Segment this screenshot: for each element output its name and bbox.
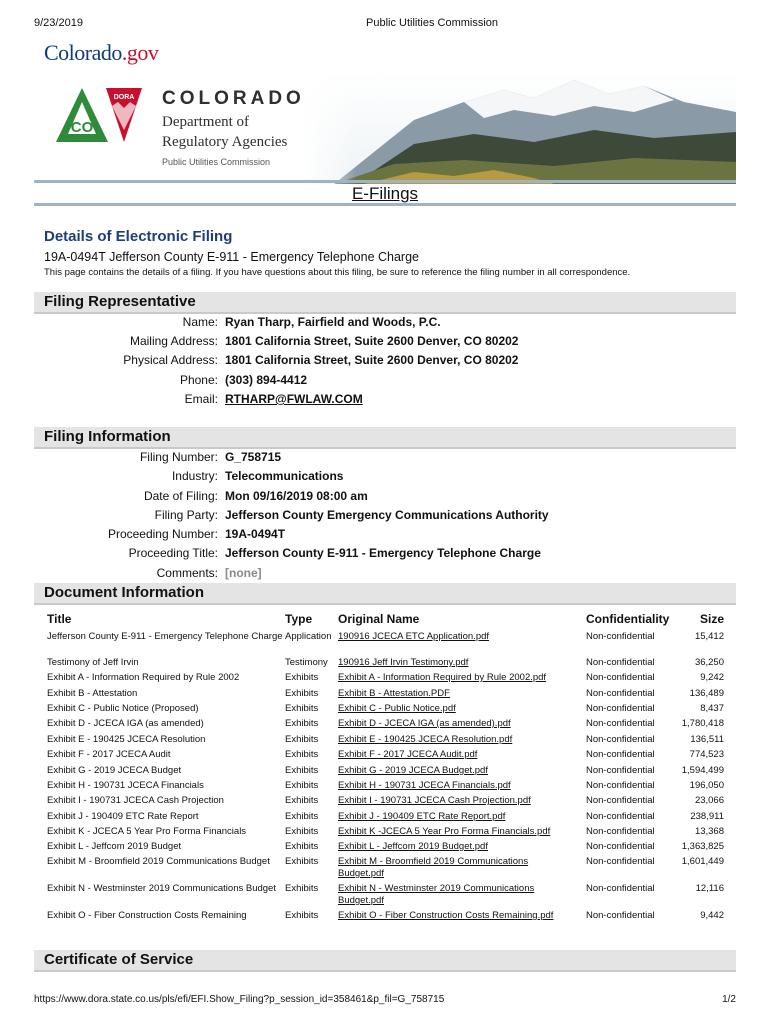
doc-original-link[interactable]: Exhibit A - Information Required by Rule 2002.pdf xyxy=(338,672,547,683)
doc-type-cell: Exhibits xyxy=(285,672,319,683)
filing-number-label: Filing Number: xyxy=(139,450,218,464)
filing-date-value: Mon 09/16/2019 08:00 am xyxy=(225,489,368,503)
doc-original-link[interactable]: Exhibit E - 190425 JCECA Resolution.pdf xyxy=(338,734,513,745)
table-row xyxy=(44,883,724,907)
agency-banner xyxy=(34,72,736,184)
doc-title-cell: Exhibit A - Information Required by Rule 2002 xyxy=(47,672,240,683)
doc-size-cell: 1,780,418 xyxy=(681,718,724,729)
table-row xyxy=(44,672,724,684)
print-header xyxy=(34,17,736,31)
certificate-section-bar xyxy=(34,950,736,972)
page-title[interactable]: E-Filings xyxy=(351,184,419,203)
doc-original-link-cell xyxy=(338,718,576,730)
doc-original-link[interactable]: Exhibit C - Public Notice.pdf xyxy=(338,703,456,714)
agency-dept-line2: Regulatory Agencies xyxy=(162,134,288,150)
doc-original-link-cell xyxy=(338,688,576,700)
rep-email-label: Email: xyxy=(184,392,218,406)
doc-size-cell: 9,242 xyxy=(700,672,724,683)
rep-phone-value: (303) 894-4412 xyxy=(225,373,308,387)
doc-confidentiality-cell: Non-confidential xyxy=(586,688,655,699)
doc-original-link-cell xyxy=(338,672,576,684)
case-line: 19A-0494T Jefferson County E-911 - Emergency Telephone Charge xyxy=(44,250,419,264)
doc-original-link[interactable]: Exhibit B - Attestation.PDF xyxy=(338,688,450,699)
rep-physical-row xyxy=(0,353,770,371)
doc-original-link-cell xyxy=(338,657,576,669)
rep-name-label: Name: xyxy=(182,315,218,329)
doc-type-cell: Testimony xyxy=(285,657,328,668)
rep-mailing-value: 1801 California Street, Suite 2600 Denver, CO 80202 xyxy=(225,334,519,348)
col-conf-header: Confidentiality xyxy=(586,612,670,626)
rep-mailing-row xyxy=(0,334,770,352)
agency-dept-line1: Department of xyxy=(162,114,250,130)
doc-size-cell: 136,511 xyxy=(690,734,724,745)
doc-title-cell: Jefferson County E-911 - Emergency Telephone Charge xyxy=(47,631,283,642)
doc-confidentiality-cell: Non-confidential xyxy=(586,826,655,837)
doc-size-cell: 23,066 xyxy=(694,795,724,806)
doc-confidentiality-cell: Non-confidential xyxy=(586,734,655,745)
documents-section-bar xyxy=(34,583,736,605)
print-date: 9/23/2019 xyxy=(34,17,83,29)
filing-party-label: Filing Party: xyxy=(154,508,218,522)
col-original-header: Original Name xyxy=(338,612,420,626)
print-footer xyxy=(34,994,736,1005)
doc-confidentiality-cell: Non-confidential xyxy=(586,841,655,852)
documents-heading: Document Information xyxy=(44,584,204,601)
industry-value: Telecommunications xyxy=(225,469,344,483)
doc-confidentiality-cell: Non-confidential xyxy=(586,883,655,894)
industry-label: Industry: xyxy=(171,469,218,483)
doc-title-cell: Exhibit M - Broomfield 2019 Communications Budget xyxy=(47,856,270,867)
doc-confidentiality-cell: Non-confidential xyxy=(586,765,655,776)
filing-heading: Filing Information xyxy=(44,428,171,445)
agency-division: Public Utilities Commission xyxy=(162,157,271,167)
doc-original-link[interactable]: Exhibit M - Broomfield 2019 Communications Budget.pdf xyxy=(338,856,529,879)
proceeding-number-label: Proceeding Number: xyxy=(107,527,218,541)
rep-physical-label: Physical Address: xyxy=(123,353,218,367)
agency-state: COLORADO xyxy=(162,88,305,109)
doc-title-cell: Exhibit C - Public Notice (Proposed) xyxy=(47,703,199,714)
doc-type-cell: Exhibits xyxy=(285,765,319,776)
doc-confidentiality-cell: Non-confidential xyxy=(586,795,655,806)
doc-confidentiality-cell: Non-confidential xyxy=(586,703,655,714)
filing-number-row xyxy=(0,450,770,468)
doc-original-link-cell xyxy=(338,856,576,880)
doc-original-link[interactable]: Exhibit K -JCECA 5 Year Pro Forma Financials.pdf xyxy=(338,826,551,837)
doc-title-cell: Exhibit B - Attestation xyxy=(47,688,138,699)
doc-original-link-cell xyxy=(338,841,576,853)
doc-type-cell: Exhibits xyxy=(285,718,319,729)
dora-co-logo xyxy=(54,86,144,148)
logo-dora-text: DORA xyxy=(113,94,135,101)
representative-section-bar xyxy=(34,292,736,314)
doc-original-link[interactable]: Exhibit D - JCECA IGA (as amended).pdf xyxy=(338,718,511,729)
doc-type-cell: Exhibits xyxy=(285,734,319,745)
doc-title-cell: Exhibit I - 190731 JCECA Cash Projection xyxy=(47,795,224,806)
doc-size-cell: 1,594,499 xyxy=(681,765,724,776)
doc-original-link-cell xyxy=(338,811,576,823)
filing-party-row xyxy=(0,508,770,526)
doc-title-cell: Exhibit E - 190425 JCECA Resolution xyxy=(47,734,206,745)
table-row xyxy=(44,657,724,669)
doc-confidentiality-cell: Non-confidential xyxy=(586,910,655,921)
colorado-gov-logo-suffix: .gov xyxy=(121,40,159,65)
doc-title-cell: Testimony of Jeff Irvin xyxy=(47,657,139,668)
rep-name-row xyxy=(0,315,770,333)
doc-type-cell: Application xyxy=(285,631,332,642)
agency-name-block xyxy=(162,88,305,167)
doc-size-cell: 774,523 xyxy=(689,749,724,760)
proceeding-number-value: 19A-0494T xyxy=(225,527,286,541)
proceeding-title-label: Proceeding Title: xyxy=(128,546,218,560)
doc-title-cell: Exhibit G - 2019 JCECA Budget xyxy=(47,765,182,776)
doc-original-link-cell xyxy=(338,631,576,643)
doc-size-cell: 9,442 xyxy=(700,910,724,921)
doc-original-link[interactable]: Exhibit F - 2017 JCECA Audit.pdf xyxy=(338,749,478,760)
details-heading: Details of Electronic Filing xyxy=(44,228,233,245)
table-row xyxy=(44,734,724,746)
filing-section-bar xyxy=(34,427,736,449)
rep-email-row xyxy=(0,392,770,410)
table-row xyxy=(44,811,724,823)
doc-original-link[interactable]: Exhibit G - 2019 JCECA Budget.pdf xyxy=(338,765,488,776)
table-row xyxy=(44,856,724,880)
doc-size-cell: 15,412 xyxy=(694,631,724,642)
logo-co-text: CO xyxy=(70,119,94,136)
doc-title-cell: Exhibit K - JCECA 5 Year Pro Forma Financials xyxy=(47,826,247,837)
doc-original-link[interactable]: Exhibit H - 190731 JCECA Financials.pdf xyxy=(338,780,511,791)
filing-date-label: Date of Filing: xyxy=(143,489,218,503)
doc-confidentiality-cell: Non-confidential xyxy=(586,780,655,791)
doc-title-cell: Exhibit L - Jeffcom 2019 Budget xyxy=(47,841,182,852)
doc-original-link-cell xyxy=(338,826,576,838)
doc-type-cell: Exhibits xyxy=(285,910,319,921)
footer-page-number: 1/2 xyxy=(722,994,736,1005)
print-title: Public Utilities Commission xyxy=(366,17,499,29)
doc-type-cell: Exhibits xyxy=(285,883,319,894)
table-row xyxy=(44,780,724,792)
doc-title-cell: Exhibit N - Westminster 2019 Communications Budget xyxy=(47,883,276,894)
col-title-header: Title xyxy=(47,612,72,626)
doc-size-cell: 196,050 xyxy=(689,780,724,791)
table-row xyxy=(44,765,724,777)
proceeding-title-value: Jefferson County E-911 - Emergency Telephone Charge xyxy=(225,546,541,560)
doc-original-link-cell xyxy=(338,780,576,792)
doc-size-cell: 1,363,825 xyxy=(681,841,724,852)
doc-title-cell: Exhibit O - Fiber Construction Costs Remaining xyxy=(47,910,247,921)
comments-value: [none] xyxy=(225,566,262,580)
doc-type-cell: Exhibits xyxy=(285,826,319,837)
doc-type-cell: Exhibits xyxy=(285,688,319,699)
doc-confidentiality-cell: Non-confidential xyxy=(586,718,655,729)
doc-size-cell: 1,601,449 xyxy=(681,856,724,867)
table-row xyxy=(44,910,724,922)
table-row xyxy=(44,749,724,761)
doc-original-link[interactable]: Exhibit N - Westminster 2019 Communications Budget.pdf xyxy=(338,883,535,906)
doc-size-cell: 36,250 xyxy=(694,657,724,668)
proceeding-number-row xyxy=(0,527,770,545)
filing-number-value: G_758715 xyxy=(225,450,282,464)
rep-email-link[interactable]: RTHARP@FWLAW.COM xyxy=(225,392,363,406)
rep-physical-value: 1801 California Street, Suite 2600 Denver, CO 80202 xyxy=(225,353,519,367)
representative-heading: Filing Representative xyxy=(44,293,196,310)
table-row xyxy=(44,826,724,838)
doc-type-cell: Exhibits xyxy=(285,703,319,714)
industry-row xyxy=(0,469,770,487)
table-row xyxy=(44,795,724,807)
table-row xyxy=(44,718,724,730)
doc-original-link-cell xyxy=(338,910,576,922)
colorado-gov-logo[interactable] xyxy=(44,40,158,66)
doc-title-cell: Exhibit H - 190731 JCECA Financials xyxy=(47,780,204,791)
doc-title-cell: Exhibit F - 2017 JCECA Audit xyxy=(47,749,171,760)
documents-table-header xyxy=(44,612,724,628)
intro-text: This page contains the details of a filing. If you have questions about this filing, be sure to reference the filing number in all correspondence. xyxy=(44,267,631,278)
rep-mailing-label: Mailing Address: xyxy=(129,334,218,348)
doc-size-cell: 8,437 xyxy=(700,703,724,714)
table-row xyxy=(44,703,724,715)
doc-type-cell: Exhibits xyxy=(285,780,319,791)
colorado-gov-logo-name: Colorado xyxy=(44,40,122,65)
table-row xyxy=(44,841,724,853)
comments-row xyxy=(0,566,770,584)
doc-original-link-cell xyxy=(338,703,576,715)
doc-original-link-cell xyxy=(338,734,576,746)
doc-original-link-cell xyxy=(338,883,576,907)
title-rule-top xyxy=(34,180,736,183)
doc-original-link[interactable]: Exhibit I - 190731 JCECA Cash Projection.pdf xyxy=(338,795,531,806)
documents-table xyxy=(44,612,724,921)
col-size-header: Size xyxy=(699,612,724,626)
comments-label: Comments: xyxy=(156,566,218,580)
rep-phone-row xyxy=(0,373,770,391)
table-row xyxy=(44,631,724,655)
certificate-heading: Certificate of Service xyxy=(44,951,194,968)
doc-size-cell: 238,911 xyxy=(690,811,724,822)
doc-confidentiality-cell: Non-confidential xyxy=(586,811,655,822)
filing-date-row xyxy=(0,489,770,507)
doc-confidentiality-cell: Non-confidential xyxy=(586,856,655,867)
rep-phone-label: Phone: xyxy=(179,373,218,387)
doc-type-cell: Exhibits xyxy=(285,856,319,867)
doc-original-link-cell xyxy=(338,749,576,761)
doc-confidentiality-cell: Non-confidential xyxy=(586,749,655,760)
doc-type-cell: Exhibits xyxy=(285,749,319,760)
doc-size-cell: 13,368 xyxy=(694,826,724,837)
doc-title-cell: Exhibit J - 190409 ETC Rate Report xyxy=(47,811,199,822)
doc-size-cell: 136,489 xyxy=(689,688,724,699)
doc-original-link[interactable]: Exhibit J - 190409 ETC Rate Report.pdf xyxy=(338,811,506,822)
doc-original-link[interactable]: 190916 Jeff Irvin Testimony.pdf xyxy=(338,657,469,668)
doc-original-link-cell xyxy=(338,765,576,777)
doc-original-link[interactable]: Exhibit O - Fiber Construction Costs Remaining.pdf xyxy=(338,910,554,921)
footer-url: https://www.dora.state.co.us/pls/efi/EFI.Show_Filing?p_session_id=358461&p_fil=G_758715 xyxy=(34,994,445,1005)
filing-party-value: Jefferson County Emergency Communications Authority xyxy=(225,508,549,522)
col-type-header: Type xyxy=(285,612,313,626)
table-row xyxy=(44,688,724,700)
doc-confidentiality-cell: Non-confidential xyxy=(586,657,655,668)
proceeding-title-row xyxy=(0,546,770,564)
doc-type-cell: Exhibits xyxy=(285,811,319,822)
doc-type-cell: Exhibits xyxy=(285,795,319,806)
doc-title-cell: Exhibit D - JCECA IGA (as amended) xyxy=(47,718,204,729)
doc-type-cell: Exhibits xyxy=(285,841,319,852)
doc-original-link[interactable]: Exhibit L - Jeffcom 2019 Budget.pdf xyxy=(338,841,488,852)
doc-confidentiality-cell: Non-confidential xyxy=(586,672,655,683)
doc-confidentiality-cell: Non-confidential xyxy=(586,631,655,642)
doc-original-link-cell xyxy=(338,795,576,807)
title-rule-bottom xyxy=(34,203,736,206)
doc-original-link[interactable]: 190916 JCECA ETC Application.pdf xyxy=(338,631,490,642)
rep-name-value: Ryan Tharp, Fairfield and Woods, P.C. xyxy=(225,315,441,329)
doc-size-cell: 12,116 xyxy=(695,883,724,894)
